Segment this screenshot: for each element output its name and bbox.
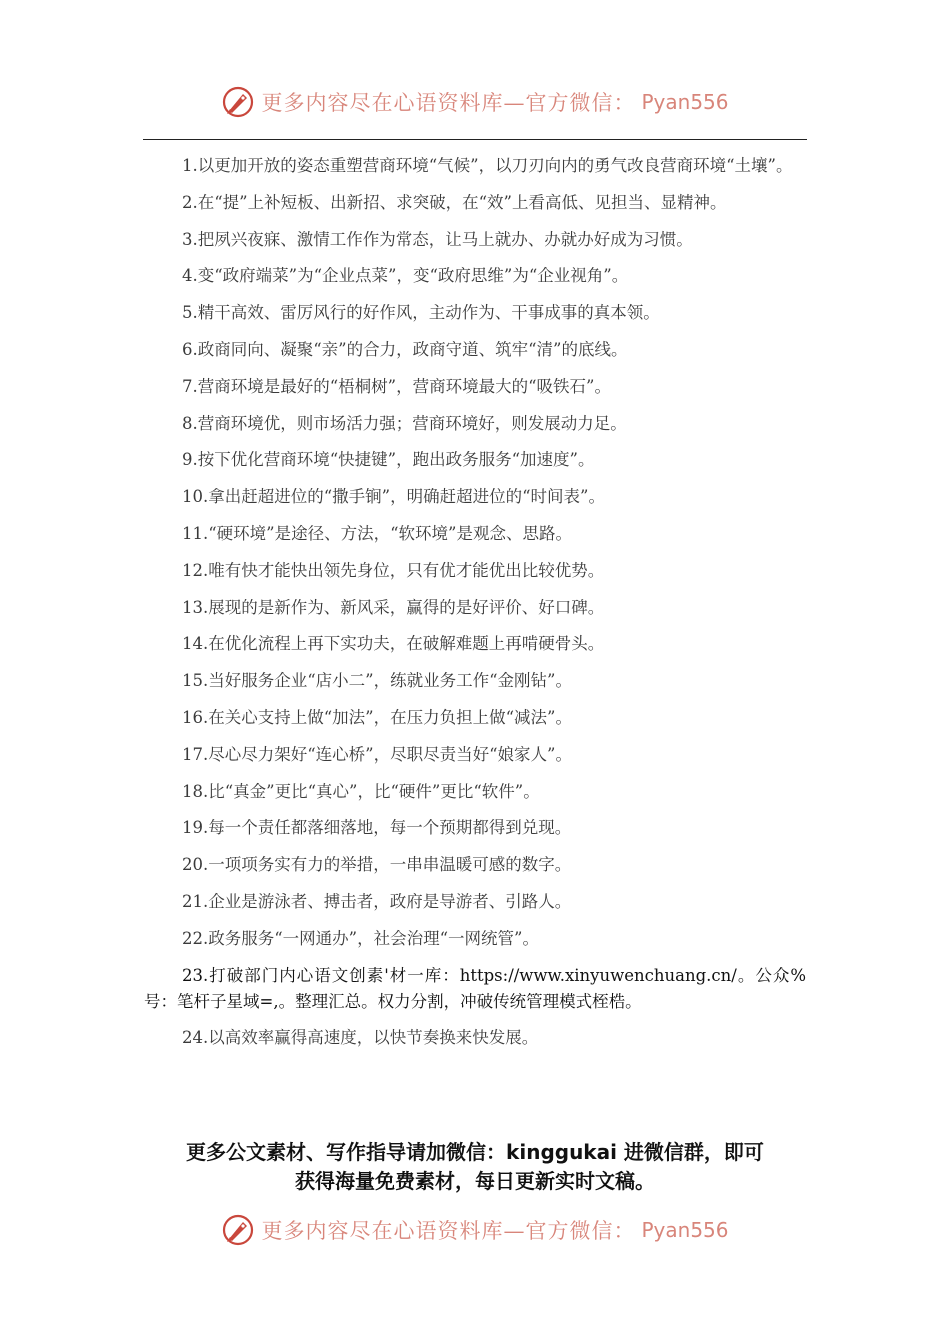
footer-banner-inner [221, 1213, 728, 1247]
list-item: 22.政务服务“一网通办”，社会治理“一网统管”。 [182, 928, 539, 948]
list-item-source-note: 23.打破部门内心语文创素'材一库：https://www.xinyuwenchuang.cn/。公众%号：笔杆子星域=,。整理汇总。权力分割，冲破传统管理模式桎梏。 [144, 965, 806, 1011]
pen-nib-logo-icon [221, 1213, 255, 1247]
list-item: 3.把夙兴夜寐、激情工作作为常态，让马上就办、办就办好成为习惯。 [182, 229, 693, 249]
list-item: 17.尽心尽力架好“连心桥”，尽职尽责当好“娘家人”。 [182, 744, 572, 764]
list-item: 2.在“提”上补短板、出新招、求突破，在“效”上看高低、见担当、显精神。 [182, 192, 727, 212]
header-banner-inner [221, 85, 728, 119]
list-item: 21.企业是游泳者、搏击者，政府是导游者、引路人。 [182, 891, 572, 911]
list-item: 13.展现的是新作为、新风采，赢得的是好评价、好口碑。 [182, 597, 605, 617]
pen-nib-logo-icon [221, 85, 255, 119]
list-item: 12.唯有快才能快出领先身位，只有优才能优出比较优势。 [182, 560, 605, 580]
document-body [144, 153, 806, 1062]
list-item: 7.营商环境是最好的“梧桐树”，营商环境最大的“吸铁石”。 [182, 376, 611, 396]
promo-line-1: 更多公文素材、写作指导请加微信：kinggukai 进微信群，即可 [186, 1140, 764, 1164]
promo-notice [100, 1138, 850, 1196]
list-item: 18.比“真金”更比“真心”，比“硬件”更比“软件”。 [182, 781, 540, 801]
header-banner-text: 更多内容尽在心语资料库—官方微信： [261, 91, 636, 115]
list-item: 14.在优化流程上再下实功夫，在破解难题上再啃硬骨头。 [182, 634, 605, 654]
footer-banner-text: 更多内容尽在心语资料库—官方微信： [261, 1219, 636, 1243]
header-divider [143, 139, 807, 140]
list-item: 15.当好服务企业“店小二”，练就业务工作“金刚钻”。 [182, 671, 572, 691]
list-item: 1.以更加开放的姿态重塑营商环境“气候”，以刀刃向内的勇气改良营商环境“土壤”。 [182, 156, 793, 175]
list-item: 24.以高效率赢得高速度，以快节奏换来快发展。 [182, 1028, 539, 1048]
list-item: 4.变“政府端菜”为“企业点菜”，变“政府思维”为“企业视角”。 [182, 266, 629, 286]
list-item: 9.按下优化营商环境“快捷键”，跑出政务服务“加速度”。 [182, 450, 595, 470]
list-item: 19.每一个责任都落细落地，每一个预期都得到兑现。 [182, 818, 572, 838]
list-item: 5.精干高效、雷厉风行的好作风，主动作为、干事成事的真本领。 [182, 303, 660, 323]
list-item: 20.一项项务实有力的举措，一串串温暖可感的数字。 [182, 855, 572, 875]
footer-wechat-id: Pyan556 [641, 1218, 729, 1242]
list-item: 10.拿出赶超进位的“撒手锏”，明确赶超进位的“时间表”。 [182, 487, 605, 507]
list-item: 6.政商同向、凝聚“亲”的合力，政商守道、筑牢“清”的底线。 [182, 339, 628, 359]
footer-banner [0, 1210, 950, 1250]
header-wechat-id: Pyan556 [641, 90, 729, 114]
list-item: 11.“硬环境”是途径、方法，“软环境”是观念、思路。 [182, 523, 572, 543]
header-banner [0, 82, 950, 122]
list-item: 16.在关心支持上做“加法”，在压力负担上做“减法”。 [182, 707, 572, 727]
list-item: 8.营商环境优，则市场活力强；营商环境好，则发展动力足。 [182, 413, 627, 433]
promo-line-2: 获得海量免费素材，每日更新实时文稿。 [295, 1169, 655, 1193]
